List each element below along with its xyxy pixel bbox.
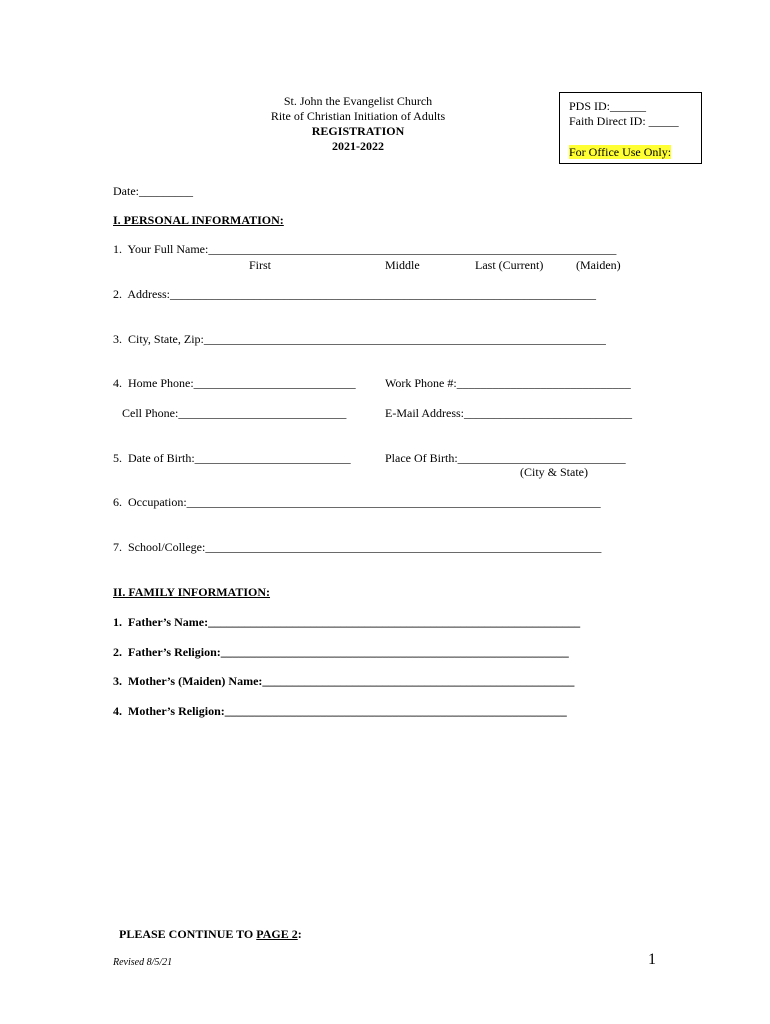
name-first-label: First [249, 258, 272, 272]
name-last-label: Last (Current) [475, 258, 544, 272]
work-phone-field[interactable]: Work Phone #:_____________________________ [385, 376, 631, 390]
place-of-birth-hint: (City & State) [520, 465, 588, 479]
name-middle-label: Middle [385, 258, 420, 272]
page-2-link[interactable]: PAGE 2 [256, 927, 298, 941]
faith-direct-id-field[interactable]: Faith Direct ID: _____ [569, 114, 679, 128]
registration-year: 2021-2022 [332, 139, 384, 153]
pds-id-field[interactable]: PDS ID:______ [569, 99, 647, 113]
mother-maiden-name-field[interactable]: 3. Mother’s (Maiden) Name:____________________________________________________ [113, 674, 575, 688]
home-phone-field[interactable]: 4. Home Phone:___________________________ [113, 376, 356, 390]
page-number: 1 [648, 951, 656, 968]
father-religion-field[interactable]: 2. Father’s Religion:__________________________________________________________ [113, 645, 569, 659]
city-state-zip-field[interactable]: 3. City, State, Zip:___________________________________________________________________ [113, 332, 606, 346]
father-name-field[interactable]: 1. Father’s Name:______________________________________________________________ [113, 615, 581, 629]
registration-title: REGISTRATION [311, 124, 405, 138]
email-field[interactable]: E-Mail Address:____________________________ [385, 406, 632, 420]
place-of-birth-field[interactable]: Place Of Birth:____________________________ [385, 451, 626, 465]
address-field[interactable]: 2. Address:_______________________________________________________________________ [113, 287, 596, 301]
date-of-birth-field[interactable]: 5. Date of Birth:__________________________ [113, 451, 351, 465]
church-name: St. John the Evangelist Church [283, 94, 433, 108]
program-name: Rite of Christian Initiation of Adults [270, 109, 446, 123]
continue-colon: : [297, 927, 302, 941]
revised-date: Revised 8/5/21 [113, 957, 173, 968]
date-field[interactable]: Date:_________ [113, 184, 193, 198]
continue-text: PLEASE CONTINUE TO [119, 927, 257, 941]
mother-religion-field[interactable]: 4. Mother’s Religion:_________________________________________________________ [113, 704, 567, 718]
continue-notice [113, 913, 302, 941]
office-use-label: For Office Use Only: [569, 145, 672, 159]
cell-phone-field[interactable]: Cell Phone:____________________________ [122, 406, 347, 420]
name-maiden-label: (Maiden) [576, 258, 621, 272]
school-college-field[interactable]: 7. School/College:__________________________________________________________________ [113, 540, 602, 554]
full-name-field[interactable]: 1. Your Full Name:____________________________________________________________________ [113, 242, 617, 256]
occupation-field[interactable]: 6. Occupation:_____________________________________________________________________ [113, 495, 601, 509]
family-info-heading: II. FAMILY INFORMATION: [113, 585, 271, 599]
personal-info-heading: I. PERSONAL INFORMATION: [113, 213, 284, 227]
